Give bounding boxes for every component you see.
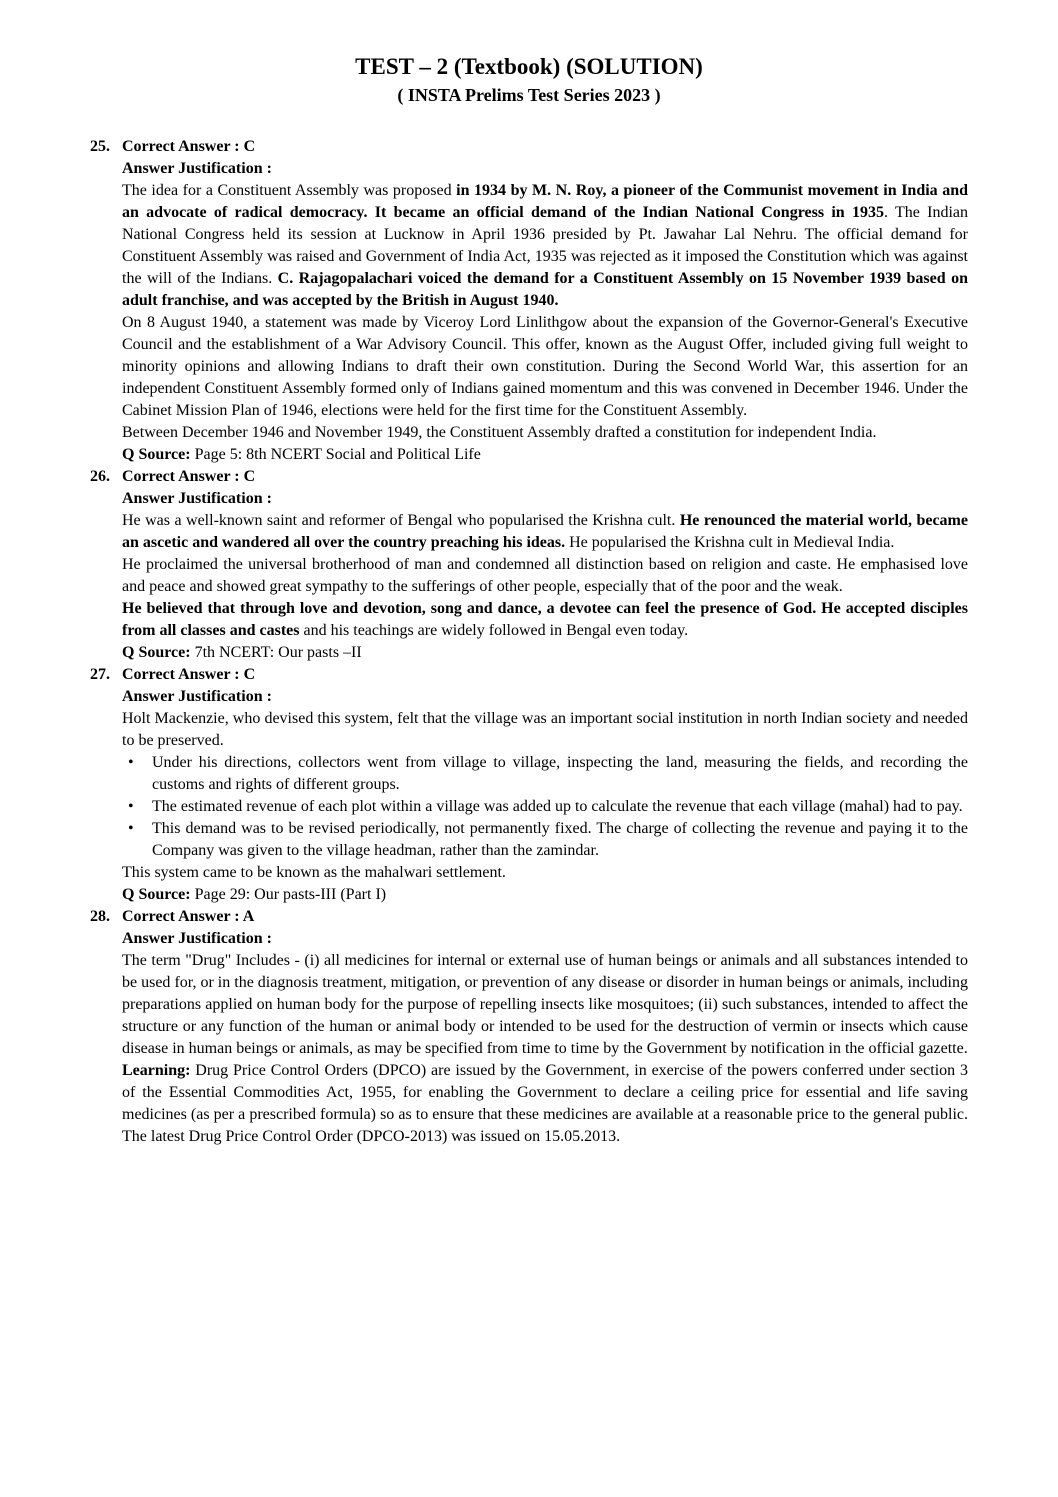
paragraph [122, 950, 968, 1060]
paragraph [122, 554, 968, 598]
text-segment-bold: Q Source: [122, 644, 191, 661]
text-segment: He popularised the Krishna cult in Medieval India. [565, 534, 895, 551]
bullet-item [122, 752, 968, 796]
bullet-text [152, 818, 968, 862]
question-item [90, 664, 968, 906]
text-segment: He was a well-known saint and reformer of Bengal who popularised the Krishna cult. [122, 512, 680, 529]
text-segment-bold: Q Source: [122, 446, 191, 463]
text-segment: He proclaimed the universal brotherhood of man and condemned all distinction based on religion and caste. He emphasised love and peace and showed great sympathy to the sufferings of other people, especially that of the poor and the weak. [122, 556, 968, 595]
text-segment: Drug Price Control Orders (DPCO) are issued by the Government, in exercise of the powers conferred under section 3 of the Essential Commodities Act, 1955, for enabling the Government to declare a ceiling price for essential and life saving medicines (as per a prescribed formula) so as to ensure that these medicines are available at a reasonable price to the general public. The latest Drug Price Control Order (DPCO-2013) was issued on 15.05.2013. [122, 1062, 968, 1145]
document-header [90, 52, 968, 108]
correct-answer-line: Correct Answer : A [122, 908, 255, 925]
text-segment: Holt Mackenzie, who devised this system, felt that the village was an important social institution in north Indian society and needed to be preserved. [122, 710, 968, 749]
text-segment: On 8 August 1940, a statement was made by Viceroy Lord Linlithgow about the expansion of the Governor-General's Executive Council and the establishment of a War Advisory Council. This offer, known as the August Offer, included giving full weight to minority opinions and allowing Indians to draft their own constitution. During the Second World War, this assertion for an independent Constituent Assembly formed only of Indians gained momentum and this was convened in December 1946. Under the Cabinet Mission Plan of 1946, elections were held for the first time for the Constituent Assembly. [122, 314, 968, 419]
bullet-item [122, 796, 968, 818]
text-segment: Page 29: Our pasts-III (Part I) [190, 886, 387, 903]
paragraph [122, 180, 968, 312]
justification-label: Answer Justification : [122, 160, 272, 177]
text-segment: The idea for a Constituent Assembly was proposed [122, 182, 457, 199]
question-number: 26. [90, 468, 110, 485]
justification-label: Answer Justification : [122, 688, 272, 705]
text-segment: This system came to be known as the mahalwari settlement. [122, 864, 506, 881]
text-segment-bold: Q Source: [122, 886, 191, 903]
text-segment-bold: C. Rajagopalachari voiced the demand for a Constituent Assembly on 15 November 1939 based on adult franchise, and was accepted by the British in August 1940. [122, 270, 969, 309]
paragraph [122, 642, 968, 664]
question-number: 27. [90, 666, 110, 683]
paragraph [122, 444, 968, 466]
paragraph [122, 598, 968, 642]
bullet-icon: • [128, 820, 134, 837]
text-segment-bold: He renounced the material world, became an ascetic and wandered all over the country preaching his ideas. [122, 512, 968, 551]
justification-label: Answer Justification : [122, 930, 272, 947]
text-segment: This demand was to be revised periodically, not permanently fixed. The charge of collecting the revenue and paying it to the Company was given to the village headman, rather than the zamindar. [152, 820, 968, 859]
questions [90, 136, 968, 1148]
text-segment: The estimated revenue of each plot within a village was added up to calculate the revenue that each village (mahal) had to pay. [152, 798, 963, 815]
justification-label: Answer Justification : [122, 490, 272, 507]
text-segment: and his teachings are widely followed in Bengal even today. [299, 622, 689, 639]
text-segment-bold: in 1934 by M. N. Roy, a pioneer of the Communist movement in India and an advocate of radical democracy. It became an official demand of the Indian National Congress in 1935 [122, 182, 969, 221]
paragraph [122, 422, 968, 444]
question-item [90, 466, 968, 664]
question-item [90, 136, 968, 466]
bullet-item [122, 818, 968, 862]
paragraph [122, 884, 968, 906]
bullet-icon: • [128, 754, 134, 771]
text-segment: Page 5: 8th NCERT Social and Political Life [190, 446, 481, 463]
correct-answer-line: Correct Answer : C [122, 468, 256, 485]
correct-answer-line: Correct Answer : C [122, 138, 256, 155]
correct-answer-line: Correct Answer : C [122, 666, 256, 683]
paragraph [122, 862, 968, 884]
paragraph [122, 312, 968, 422]
bullet-icon: • [128, 798, 134, 815]
text-segment: 7th NCERT: Our pasts –II [190, 644, 362, 661]
bullet-text [152, 796, 968, 818]
document-subtitle: ( INSTA Prelims Test Series 2023 ) [397, 85, 661, 105]
text-segment-bold: He believed that through love and devotion, song and dance, a devotee can feel the presence of God. He accepted disciples from all classes and castes [122, 600, 968, 639]
text-segment: Under his directions, collectors went from village to village, inspecting the land, measuring the fields, and recording the customs and rights of different groups. [152, 754, 968, 793]
text-segment: Between December 1946 and November 1949, the Constituent Assembly drafted a constitution for independent India. [122, 424, 877, 441]
paragraph [122, 510, 968, 554]
text-segment: The term "Drug" Includes - (i) all medicines for internal or external use of human beings or animals and all substances intended to be used for, or in the diagnosis treatment, mitigation, or prevention of any disease or disorder in human beings or animals, including preparations applied on human body for the purpose of repelling insects like mosquitoes; (ii) such substances, intended to affect the structure or any function of the human or animal body or intended to be used for the destruction of vermin or insects which cause disease in human beings or animals, as may be specified from time to time by the Government by notification in the official gazette. [122, 952, 968, 1057]
question-item [90, 906, 968, 1148]
document-title: TEST – 2 (Textbook) (SOLUTION) [355, 54, 703, 79]
bullet-text [152, 752, 968, 796]
question-number: 28. [90, 908, 110, 925]
paragraph [122, 1060, 968, 1148]
paragraph [122, 708, 968, 752]
text-segment: . The Indian National Congress held its session at Lucknow in April 1936 presided by Pt. Jawahar Lal Nehru. The official demand for Constituent Assembly was raised and Government of India Act, 1935 was rejected as it imposed the Constitution which was against the will of the Indians. [122, 204, 968, 287]
question-number: 25. [90, 138, 110, 155]
text-segment-bold: Learning: [122, 1062, 191, 1079]
